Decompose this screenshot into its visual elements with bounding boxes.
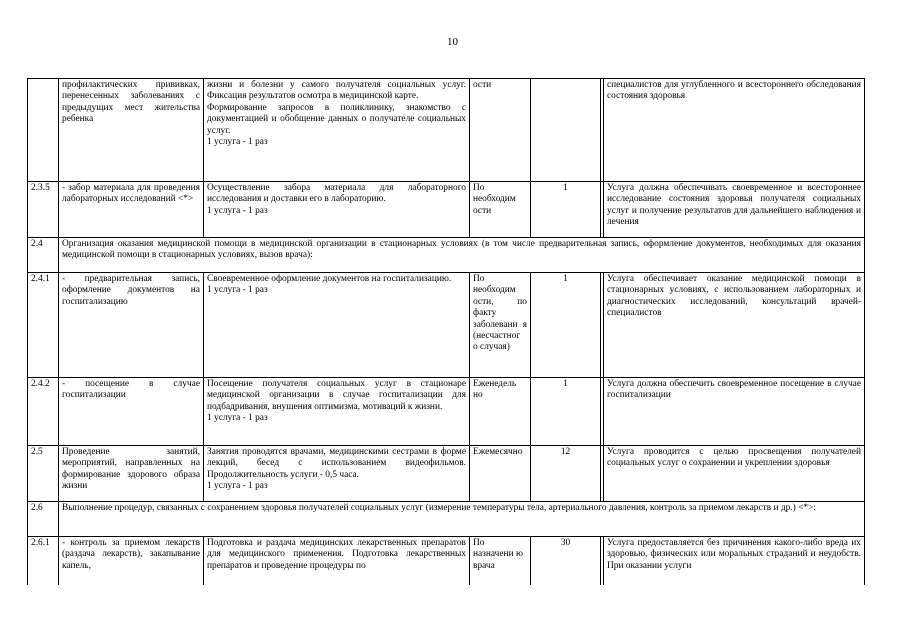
service-name: - контроль за приемом лекарств (раздача лекарств), закапывание капель,: [59, 537, 204, 585]
service-condition: Услуга должна обеспечить своевременное посещение в случае госпитализации: [604, 378, 865, 446]
table-row: [28, 378, 865, 446]
service-condition: Услуга предоставляется без причинения какого-либо вреда их здоровью, физических или моральных страданий и неудобств. При оказании услуги: [604, 537, 865, 585]
service-volume: [531, 79, 601, 182]
content-line: Формирование запросов в поликлинику, знакомство с документацией и обобщение данных о получателе социальных услуг.: [207, 102, 466, 136]
service-period: По необходим ости, по факту заболевани я (несчастног о случая): [470, 273, 531, 378]
content-line: Осуществление забора материала для лабораторного исследования и доставки его в лабораторию.: [207, 183, 466, 205]
service-volume: 30: [531, 537, 601, 585]
content-line: 1 услуга - 1 раз: [207, 285, 268, 296]
table-row: [28, 182, 865, 238]
content-line: Подготовка и раздача медицинских лекарственных препаратов для медицинского применения. Подготовка лекарственных препаратов и проведение процедуры по: [207, 538, 466, 571]
service-period: Еженедель но: [470, 378, 531, 446]
table-row: [28, 446, 865, 502]
content-line: 1 услуга - 1 раз: [207, 137, 268, 148]
service-condition: Услуга проводится с целью просвещения получателей социальных услуг о сохранении и укреплении здоровья: [604, 446, 865, 502]
service-name: - посещение в случае госпитализации: [59, 378, 204, 446]
table-row: [28, 273, 865, 378]
service-period: ости: [470, 79, 531, 182]
service-name: - предварительная запись, оформление документов на госпитализацию: [59, 273, 204, 378]
service-content: [204, 273, 470, 378]
service-condition: Услуга обеспечивает оказание медицинской помощи в стационарных условиях, с использованием лабораторных и диагностических исследований, консультаций врачей-специалистов: [604, 273, 865, 378]
row-number: 2.5: [28, 446, 59, 502]
table-row: [28, 537, 865, 585]
service-condition: специалистов для углубленного и всестороннего обследования состояния здоровья: [604, 79, 865, 182]
section-row: [28, 238, 865, 273]
row-number: 2.4.1: [28, 273, 59, 378]
section-number: 2.6: [28, 502, 59, 537]
service-condition: Услуга должна обеспечивать своевременное и всестороннее исследование состояния здоровья получателя социальных услуг и получение результатов для дальнейшего наблюдения и лечения: [604, 182, 865, 238]
content-line: Посещение получателя социальных услуг в стационаре медицинской организации в случае госпитализации для подбадривания, внушения оптимизма, мотиваций к жизни.: [207, 379, 466, 412]
service-name: - забор материала для проведения лабораторных исследований <*>: [59, 182, 204, 238]
row-number: 2.3.5: [28, 182, 59, 238]
section-text: Выполнение процедур, связанных с сохранением здоровья получателей социальных услуг (измерение температуры тела, артериального давления, контроль за приемом лекарств и др.) <*>:: [59, 502, 865, 537]
service-volume: 12: [531, 446, 601, 502]
row-number: 2.6.1: [28, 537, 59, 585]
content-line: Занятия проводятся врачами, медицинскими сестрами в форме лекций, бесед с использованием видеофильмов. Продолжительность услуги - 0,5 часа.: [207, 447, 466, 480]
row-number: [28, 79, 59, 182]
content-line: Своевременное оформление документов на госпитализацию.: [207, 274, 452, 284]
services-table: [27, 78, 865, 585]
service-name: профилактических прививках, перенесенных заболеваниях с предыдущих мест жительства ребенка: [59, 79, 204, 182]
content-line: 1 услуга - 1 раз: [207, 413, 268, 424]
service-period: Ежемесячно: [470, 446, 531, 502]
table-row: [28, 79, 865, 182]
service-name: Проведение занятий, мероприятий, направленных на формирование здорового образа жизни: [59, 446, 204, 502]
content-line: жизни и болезни у самого получателя социальных услуг. Фиксация результатов осмотра в медицинской карте.: [207, 80, 466, 102]
section-row: [28, 502, 865, 537]
service-content: [204, 182, 470, 238]
service-content: [204, 537, 470, 585]
page-number: 10: [447, 36, 458, 48]
content-line: 1 услуга - 1 раз: [207, 481, 268, 492]
content-line: 1 услуга - 1 раз: [207, 205, 268, 216]
service-period: По назначени ю врача: [470, 537, 531, 585]
service-period: По необходим ости: [470, 182, 531, 238]
service-volume: 1: [531, 182, 601, 238]
service-content: [204, 446, 470, 502]
section-number: 2.4: [28, 238, 59, 273]
service-content: [204, 378, 470, 446]
service-content: [204, 79, 470, 182]
service-volume: 1: [531, 378, 601, 446]
service-volume: 1: [531, 273, 601, 378]
section-text: Организация оказания медицинской помощи в медицинской организации в стационарных условиях (в том числе предварительная запись, оформление документов, необходимых для оказания медицинской помощи в стационарных условиях, вызов врача):: [59, 238, 865, 273]
row-number: 2.4.2: [28, 378, 59, 446]
